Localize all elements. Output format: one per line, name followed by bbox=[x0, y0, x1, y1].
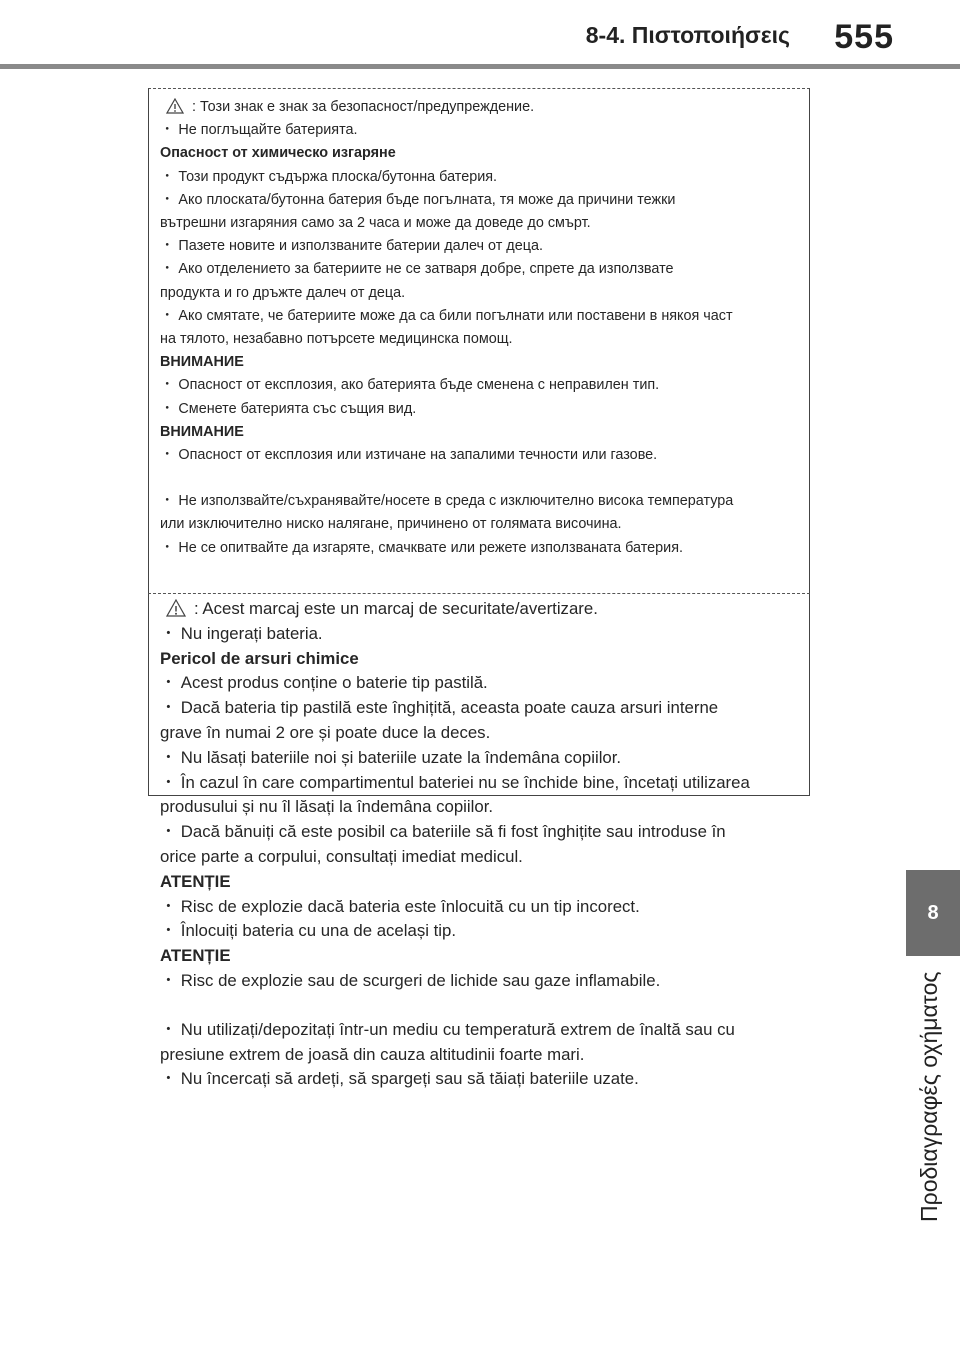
list-item: ・ Пазете новите и използваните батерии далеч от деца. bbox=[160, 238, 543, 255]
list-item: ・ Опасност от експлозия или изтичане на запалими течности или газове. bbox=[160, 447, 658, 464]
list-item: ・ Înlocuiți bateria cu una de același tip. bbox=[160, 921, 456, 941]
chem-hazard-title: Опасност от химическо изгаряне bbox=[160, 145, 396, 162]
list-item: ・ Сменете батерията със същия вид. bbox=[160, 400, 417, 417]
list-item-continuation: вътрешни изгаряния само за 2 часа и може да доведе до смърт. bbox=[160, 215, 591, 232]
page-number: 555 bbox=[834, 18, 894, 56]
list-item: ・ Risc de explozie dacă bateria este înlocuită cu un tip incorect. bbox=[160, 896, 640, 916]
list-item: ・ Не поглъщайте батерията. bbox=[160, 122, 358, 139]
section-title: 8-4. Πιστοποιήσεις bbox=[585, 22, 790, 48]
chapter-title: Προδιαγραφές οχήματος bbox=[916, 971, 942, 1223]
list-item: ・ Ако смятате, че батериите може да са били погълнати или поставени в някоя част bbox=[160, 307, 733, 324]
list-item: ・ Ако плоската/бутонна батерия бъде погълната, тя може да причини тежки bbox=[160, 191, 676, 208]
symbol-note: : Acest marcaj este un marcaj de securitate/avertizare. bbox=[194, 599, 598, 618]
romanian-warning-block bbox=[160, 597, 800, 1092]
chapter-tab bbox=[906, 870, 960, 956]
caution-title: ATENȚIE bbox=[160, 871, 231, 891]
list-item: ・ Този продукт съдържа плоска/бутонна батерия. bbox=[160, 168, 498, 185]
chapter-number: 8 bbox=[927, 901, 939, 924]
list-item: ・ Не се опитвайте да изгаряте, смачквате или режете използваната батерия. bbox=[160, 539, 684, 556]
language-divider bbox=[148, 593, 810, 594]
list-item: ・ Acest produs conține o baterie tip pastilă. bbox=[160, 673, 488, 693]
list-item: ・ Не използвайте/съхранявайте/носете в среда с изключително висока температура bbox=[160, 493, 734, 510]
list-item: ・ Ако отделението за батериите не се затваря добре, спрете да използвате bbox=[160, 261, 674, 278]
caution-title: ВНИМАНИЕ bbox=[160, 354, 244, 371]
list-item-continuation: или изключително ниско налягане, причинено от голямата височина. bbox=[160, 516, 622, 533]
list-item-continuation: orice parte a corpului, consultați imediat medicul. bbox=[160, 846, 523, 866]
list-item: ・ Nu ingerați bateria. bbox=[160, 623, 323, 643]
list-item: ・ Risc de explozie sau de scurgeri de lichide sau gaze inflamabile. bbox=[160, 970, 661, 990]
symbol-note: : Този знак е знак за безопасност/предупреждение. bbox=[192, 99, 535, 115]
list-item: ・ Опасност от експлозия, ако батерията бъде сменена с неправилен тип. bbox=[160, 377, 660, 394]
warning-triangle-icon bbox=[166, 599, 186, 617]
warning-triangle-icon bbox=[166, 98, 184, 114]
list-item-continuation: grave în numai 2 ore și poate duce la deces. bbox=[160, 722, 491, 742]
symbol-note-line bbox=[160, 96, 800, 119]
list-item-continuation: presiune extrem de joasă din cauza altitudinii foarte mari. bbox=[160, 1044, 585, 1064]
symbol-note-line bbox=[160, 597, 800, 622]
list-item: ・ Dacă bănuiți că este posibil ca bateriile să fi fost înghițite sau introduse în bbox=[160, 822, 726, 842]
list-item: ・ Dacă bateria tip pastilă este înghițită, aceasta poate cauza arsuri interne bbox=[160, 698, 719, 718]
header-rule bbox=[0, 64, 960, 69]
list-item: ・ Nu utilizați/depozitați într-un mediu cu temperatură extrem de înaltă sau cu bbox=[160, 1019, 735, 1039]
list-item-continuation: produsului și nu îl lăsați la îndemâna copiilor. bbox=[160, 797, 494, 817]
bulgarian-warning-block bbox=[160, 96, 800, 560]
list-item-continuation: продукта и го дръжте далеч от деца. bbox=[160, 284, 406, 301]
caution-title: ВНИМАНИЕ bbox=[160, 423, 244, 440]
list-item: ・ În cazul în care compartimentul bateriei nu se închide bine, încetați utilizarea bbox=[160, 772, 750, 792]
caution-title: ATENȚIE bbox=[160, 946, 231, 966]
list-item: ・ Nu lăsați bateriile noi și bateriile uzate la îndemâna copiilor. bbox=[160, 747, 622, 767]
list-item: ・ Nu încercați să ardeți, să spargeți sau să tăiați bateriile uzate. bbox=[160, 1069, 639, 1089]
list-item-continuation: на тялото, незабавно потърсете медицинска помощ. bbox=[160, 331, 513, 348]
chem-hazard-title: Pericol de arsuri chimice bbox=[160, 648, 359, 668]
